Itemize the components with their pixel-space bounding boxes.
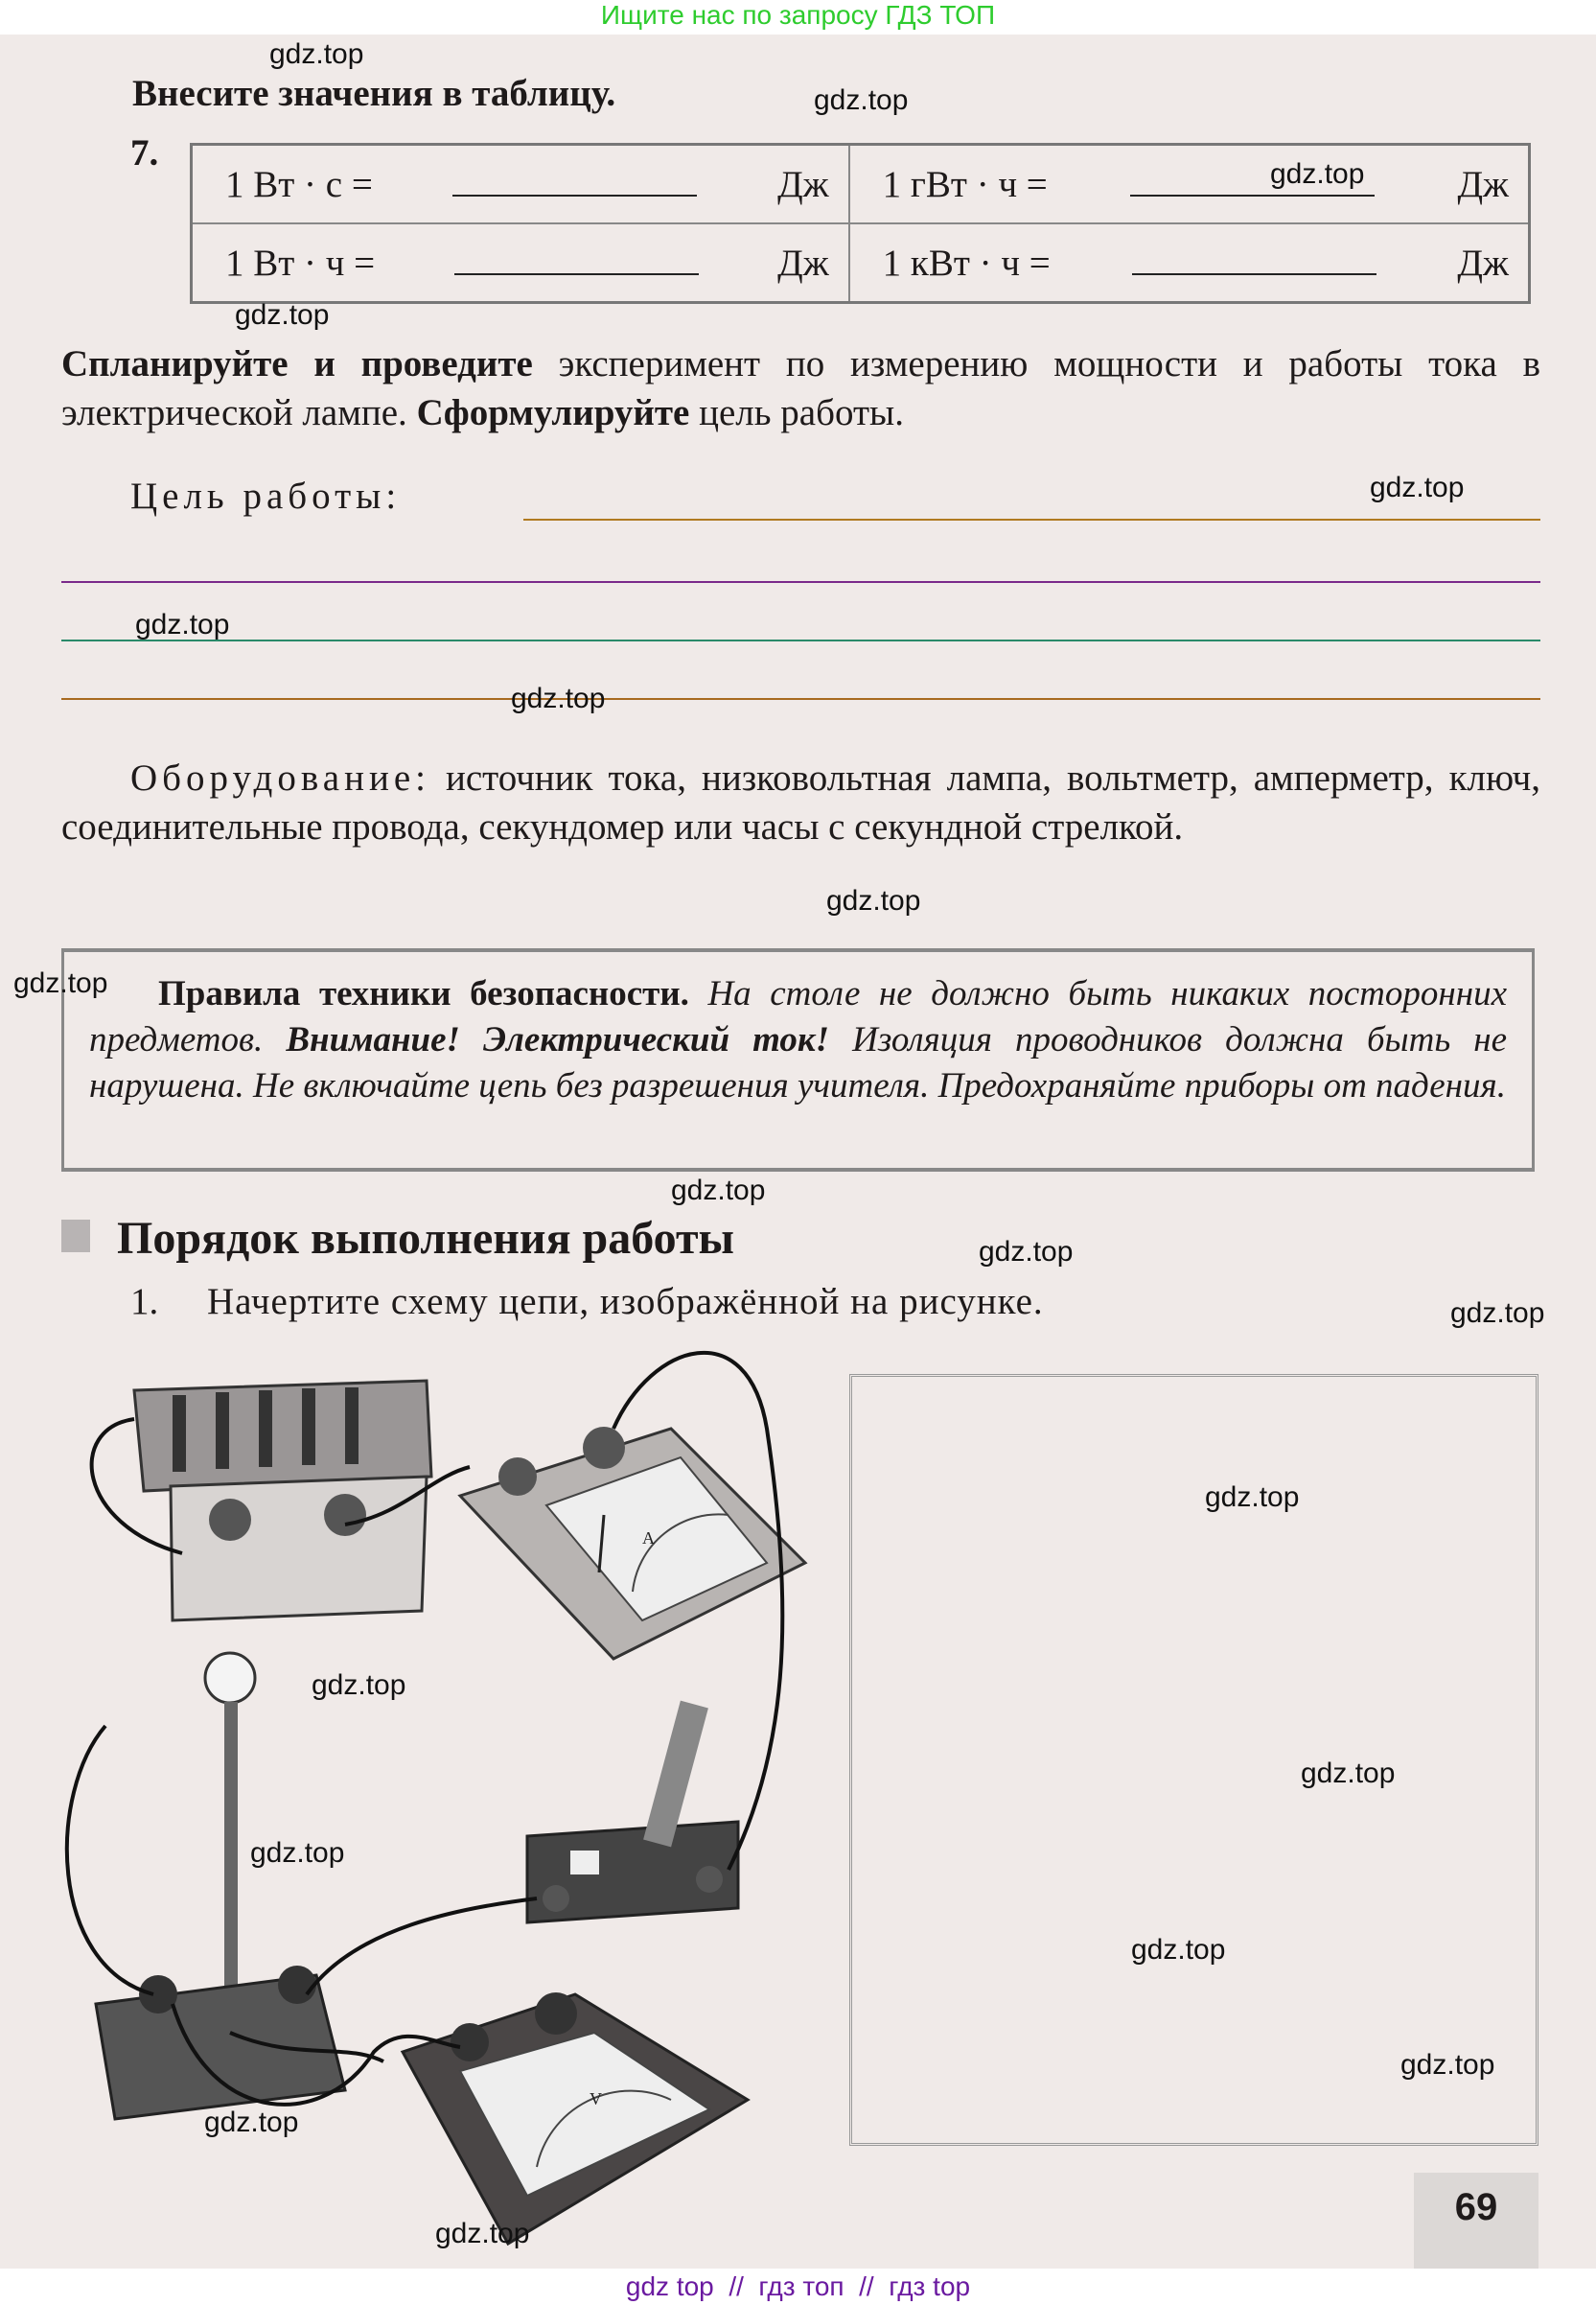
footer-text: gdz top // гдз топ // гдз top [625, 2271, 971, 2301]
watermark: gdz.top [671, 1175, 766, 1206]
procedure-heading: Порядок выполнения работы [117, 1213, 735, 1264]
voltmeter [403, 1992, 748, 2244]
answer-blank[interactable] [1130, 194, 1375, 197]
watermark: gdz.top [826, 885, 921, 917]
watermark: gdz.top [1131, 1934, 1226, 1966]
plan-text: эксперимент по измерению мощности и работы тока в электрической лампе. [61, 343, 1540, 433]
voltmeter-letter: V [590, 2089, 602, 2108]
goal-answer-line[interactable] [523, 519, 1540, 521]
safety-warning: Внимание! Электрический ток! [286, 1020, 830, 1059]
goal-label: Цель работы: [130, 476, 402, 517]
answer-line[interactable] [61, 581, 1540, 583]
table-cell [192, 145, 849, 224]
table-cell [849, 145, 1530, 224]
unit: Дж [1457, 163, 1509, 205]
watermark: gdz.top [1301, 1758, 1396, 1789]
watermark: gdz.top [1370, 472, 1465, 503]
watermark: gdz.top [1450, 1297, 1545, 1329]
safety-title: Правила техники безопасности. [158, 974, 689, 1013]
safety-text: Изоляция проводников должна быть не нарушена. Не включайте цепь без разрешения учителя. Предохраняйте приборы от падения. [89, 1020, 1508, 1106]
watermark: gdz.top [511, 683, 606, 714]
step1-text: Начертите схему цепи, изображённой на рисунке. [207, 1281, 1044, 1322]
power-source [134, 1381, 431, 1620]
answer-line[interactable] [61, 698, 1540, 700]
watermark: gdz.top [814, 84, 909, 116]
expression: 1 кВт · ч = [882, 242, 1051, 284]
safety-text: На столе не должно быть никаких посторонних предметов. [89, 974, 1507, 1059]
equipment-paragraph [61, 754, 1540, 851]
expression: 1 гВт · ч = [882, 163, 1048, 205]
watermark: gdz.top [979, 1236, 1074, 1268]
schematic-drawing-area[interactable] [849, 1374, 1538, 2146]
watermark: gdz.top [1400, 2049, 1495, 2081]
switch [527, 1701, 738, 1922]
step1-number: 1. [130, 1281, 159, 1322]
watermark: gdz.top [1270, 158, 1365, 190]
unit: Дж [1457, 242, 1509, 284]
task7-intro: Внесите значения в таблицу. [132, 73, 616, 114]
banner-text: Ищите нас по запросу ГДЗ ТОП [600, 0, 996, 30]
watermark: gdz.top [204, 2107, 299, 2138]
expression: 1 Вт · с = [225, 163, 373, 205]
search-banner[interactable] [0, 0, 1596, 35]
task7-number: 7. [130, 132, 159, 174]
watermark: gdz.top [435, 2218, 530, 2249]
safety-rules-box [61, 948, 1535, 1172]
unit: Дж [777, 163, 829, 205]
equipment-label: Оборудование: [130, 757, 430, 799]
formulate-bold: Сформулируйте [416, 392, 690, 433]
page-number [1414, 2173, 1538, 2269]
watermark: gdz.top [250, 1837, 345, 1869]
formulate-text: цель работы. [689, 392, 904, 433]
page-number-text: 69 [1454, 2186, 1498, 2228]
answer-blank[interactable] [452, 194, 697, 197]
section-marker [61, 1220, 90, 1252]
unit: Дж [777, 242, 829, 284]
answer-blank[interactable] [1132, 272, 1376, 275]
plan-bold: Спланируйте и проведите [61, 343, 533, 384]
expression: 1 Вт · ч = [225, 242, 376, 284]
answer-line[interactable] [61, 640, 1540, 641]
circuit-illustration [58, 1333, 824, 2253]
watermark: gdz.top [312, 1669, 406, 1701]
footer-links[interactable] [0, 2269, 1596, 2305]
table-cell [849, 223, 1530, 303]
experiment-instructions [61, 339, 1540, 437]
watermark: gdz.top [135, 609, 230, 640]
watermark: gdz.top [235, 299, 330, 331]
watermark: gdz.top [1205, 1481, 1300, 1513]
table-row [192, 223, 1530, 303]
table-cell [192, 223, 849, 303]
watermark: gdz.top [13, 967, 108, 999]
ammeter-letter: A [642, 1528, 655, 1548]
watermark: gdz.top [269, 38, 364, 70]
answer-blank[interactable] [454, 272, 699, 275]
equipment-text: источник тока, низковольтная лампа, вольтметр, амперметр, ключ, соединительные провода, секундомер или часы с секундной стрелкой. [61, 757, 1540, 848]
ammeter [460, 1427, 805, 1659]
